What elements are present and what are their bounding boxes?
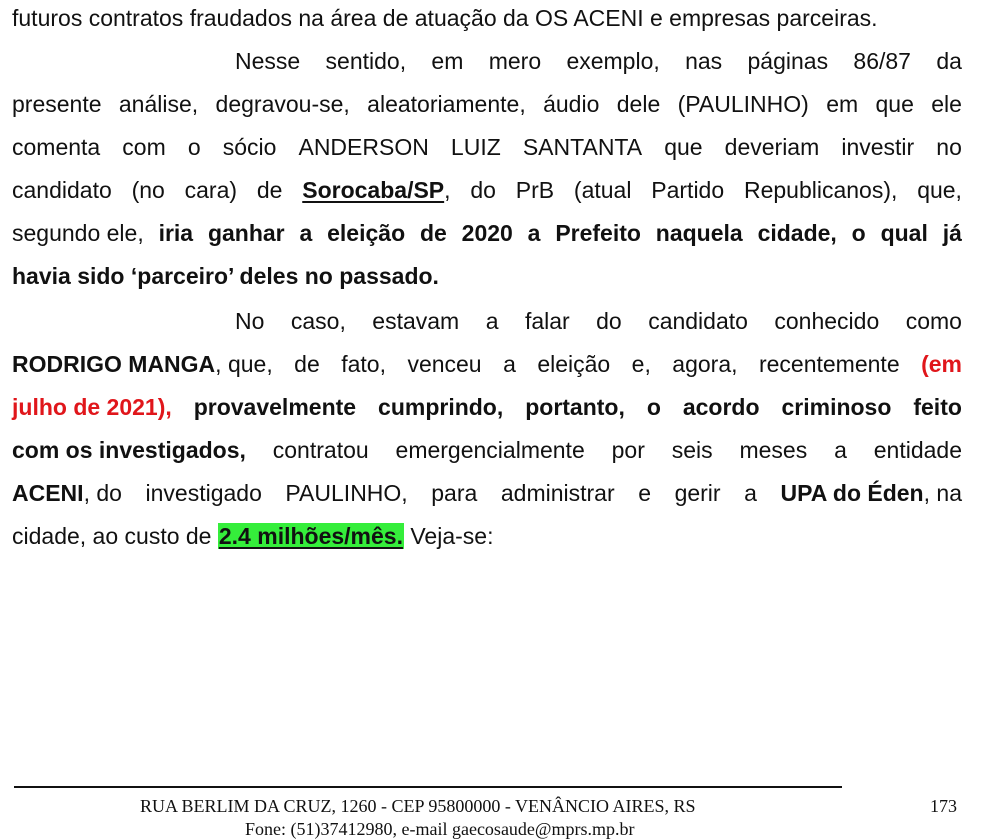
- word: (no: [131, 177, 165, 203]
- word: meses: [739, 437, 808, 463]
- word: da: [936, 48, 962, 74]
- word: conhecido: [774, 308, 880, 334]
- word: PrB: [515, 177, 555, 203]
- word: Republicanos),: [743, 177, 898, 203]
- paragraph-1-line-4: [12, 176, 962, 204]
- bold-word: o: [646, 394, 661, 420]
- word: como: [905, 308, 962, 334]
- word: fato,: [341, 351, 386, 377]
- word: venceu: [407, 351, 482, 377]
- word: , na: [923, 480, 962, 506]
- word: por: [611, 437, 645, 463]
- bold-word: provavelmente: [193, 394, 357, 420]
- word: para: [431, 480, 478, 506]
- paragraph-1-line-1: [235, 47, 962, 75]
- word: a: [834, 437, 847, 463]
- bold-word: feito: [913, 394, 962, 420]
- word: segundo ele,: [12, 220, 144, 246]
- upa-group: [781, 479, 963, 507]
- bold-word: criminoso: [781, 394, 892, 420]
- paragraph-2-line-5: [12, 479, 962, 507]
- word: análise,: [118, 91, 199, 117]
- person-name: RODRIGO MANGA: [12, 351, 216, 377]
- word: Nesse: [235, 48, 301, 74]
- bold-word: de: [419, 220, 447, 246]
- word: do: [596, 308, 622, 334]
- footer-contact: Fone: (51)37412980, e-mail gaecosaude@mprs.mp.br: [245, 819, 635, 839]
- bold-word: cidade,: [757, 220, 837, 246]
- word: degravou-se,: [215, 91, 350, 117]
- aceni-group: [12, 479, 122, 507]
- word: em: [826, 91, 859, 117]
- word: cara): [184, 177, 238, 203]
- word: candidato: [648, 308, 748, 334]
- word: investir: [841, 134, 915, 160]
- word: que,: [917, 177, 962, 203]
- word: SANTANTA: [522, 134, 643, 160]
- body-text: futuros contratos fraudados na área de atuação da OS ACENI e empresas parceiras.: [12, 5, 878, 31]
- word: a: [485, 308, 499, 334]
- word: com: [122, 134, 166, 160]
- paragraph-1-line-5: [12, 219, 962, 247]
- word: falar: [524, 308, 570, 334]
- word: a: [744, 480, 757, 506]
- red-emphasis: julho de 2021),: [12, 394, 172, 420]
- word: presente: [12, 91, 102, 117]
- word: estavam: [372, 308, 460, 334]
- word: do: [470, 177, 496, 203]
- bold-word: naquela: [655, 220, 743, 246]
- word: em: [431, 48, 464, 74]
- word: agora,: [672, 351, 738, 377]
- word: que: [664, 134, 703, 160]
- word: a: [503, 351, 516, 377]
- paragraph-2-line-4: [12, 436, 962, 464]
- word: dele: [616, 91, 661, 117]
- word: o: [187, 134, 201, 160]
- word: deveriam: [724, 134, 820, 160]
- paragraph-1-line-6: [12, 262, 962, 290]
- word: , do: [83, 480, 122, 506]
- word: e,: [631, 351, 651, 377]
- word: ele: [931, 91, 962, 117]
- bold-word: já: [942, 220, 962, 246]
- word: (atual: [573, 177, 632, 203]
- bold-word: iria: [158, 220, 194, 246]
- highlighted-amount: 2.4 milhões/mês.: [218, 523, 403, 549]
- word: No: [235, 308, 265, 334]
- bold-word: o: [851, 220, 866, 246]
- word: emergencialmente: [395, 437, 585, 463]
- word: caso,: [290, 308, 346, 334]
- bold-word: a: [527, 220, 541, 246]
- paragraph-2-line-2: [12, 350, 962, 378]
- word: seis: [671, 437, 713, 463]
- word: no: [936, 134, 962, 160]
- word: comenta: [12, 134, 101, 160]
- word: mero: [488, 48, 542, 74]
- word: nas: [685, 48, 723, 74]
- bold-word: ganhar: [207, 220, 285, 246]
- word: LUIZ: [450, 134, 501, 160]
- body-text: cidade, ao custo de: [12, 523, 218, 549]
- bold-word: acordo: [682, 394, 760, 420]
- word: ,: [444, 177, 451, 203]
- bold-word: Prefeito: [555, 220, 641, 246]
- word: recentemente: [758, 351, 900, 377]
- word: (PAULINHO): [677, 91, 809, 117]
- word: e: [638, 480, 651, 506]
- bold-word: qual: [880, 220, 928, 246]
- word: gerir: [674, 480, 721, 506]
- word: eleição: [537, 351, 611, 377]
- red-emphasis: (em: [921, 351, 962, 377]
- bold-word: eleição: [327, 220, 406, 246]
- word: investigado: [145, 480, 262, 506]
- paragraph-2-line-1: [235, 307, 962, 335]
- word: de: [256, 177, 283, 203]
- word: 86/87: [853, 48, 911, 74]
- word: ANDERSON: [298, 134, 429, 160]
- entity-name: ACENI: [12, 480, 84, 506]
- bold-word: 2020: [461, 220, 513, 246]
- footer-divider: [14, 786, 842, 788]
- paragraph-2-line-3: [12, 393, 962, 421]
- name-group: [12, 350, 273, 378]
- page-number: 173: [930, 796, 957, 816]
- word: sentido,: [325, 48, 407, 74]
- footer-address: RUA BERLIM DA CRUZ, 1260 - CEP 95800000 - VENÂNCIO AIRES, RS: [140, 796, 696, 816]
- city-group: [302, 176, 450, 204]
- paragraph-2-line-6: [12, 522, 962, 550]
- paragraph-1-line-2: [12, 90, 962, 118]
- word: de: [294, 351, 320, 377]
- word: sócio: [222, 134, 277, 160]
- word: contratou: [272, 437, 369, 463]
- word: que: [875, 91, 914, 117]
- paragraph-1-line-3: [12, 133, 962, 161]
- word: áudio: [543, 91, 600, 117]
- bold-word: a: [299, 220, 313, 246]
- facility-name: UPA do Éden: [780, 480, 924, 506]
- body-text: Veja-se:: [403, 523, 494, 549]
- city-name: Sorocaba/SP: [302, 177, 445, 203]
- body-line: [12, 4, 962, 32]
- bold-text: com os investigados,: [12, 437, 246, 463]
- bold-word: cumprindo,: [378, 394, 504, 420]
- word: Partido: [651, 177, 725, 203]
- word: , que,: [215, 351, 273, 377]
- word: administrar: [500, 480, 615, 506]
- word: páginas: [747, 48, 829, 74]
- word: aleatoriamente,: [367, 91, 526, 117]
- word: exemplo,: [566, 48, 660, 74]
- bold-text: havia sido ‘parceiro’ deles no passado.: [12, 263, 439, 289]
- word: candidato: [12, 177, 112, 203]
- word: entidade: [873, 437, 962, 463]
- bold-word: portanto,: [525, 394, 625, 420]
- word: PAULINHO,: [285, 480, 408, 506]
